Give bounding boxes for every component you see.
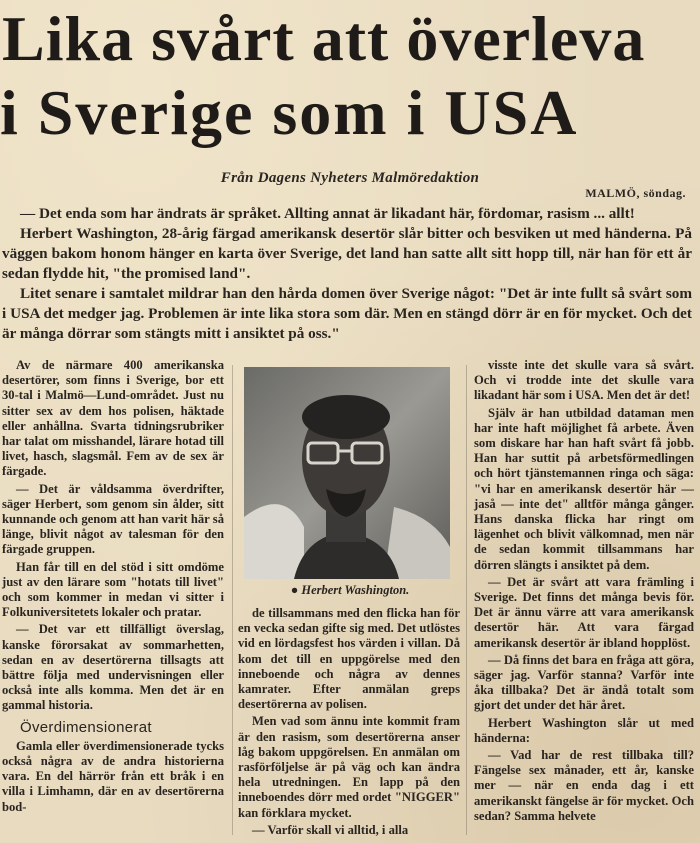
lead-paragraph: — Det enda som har ändrats är språket. Allting annat är likadant här, fördomar, rasism ... allt!	[20, 205, 635, 222]
column-2	[238, 606, 460, 840]
portrait-photo	[244, 367, 450, 579]
body-paragraph: Själv är han utbildad dataman men har inte haft möjlighet få arbete. Även som diskare har han haft svårt få jobb. Han har suttit på arbetsförmedlingen och hört tjänstemannen ringa och säga: "vi har en amerikansk desertör här — jaså — inte det" alltför många gånger. Hans danska flicka har ringt om lägenhet och blivit välkomnad, men när de sedan kommit tillsammans har dörren slängts i ansiktet på dem.	[474, 405, 694, 572]
body-paragraph: Herbert Washington slår ut med händerna:	[474, 715, 694, 745]
lead-paragraph: Litet senare i samtalet mildrar han den hårda domen över Sverige något: "Det är inte fullt så svårt som i USA det medger jag. Problemen är inte lika stora som där. Men en stängd dörr är en för mycket. Och det är många dörrar som stängts mitt i ansiktet på oss."	[2, 285, 692, 342]
body-paragraph: visste inte det skulle vara så svårt. Och vi trodde inte det skulle vara likadant här som i USA. Men det är det!	[474, 358, 694, 403]
body-paragraph: — Då finns det bara en fråga att göra, säger jag. Varför stanna? Varför inte åka tillbaka? Det är ändå totalt som gjort det under det här året.	[474, 652, 694, 713]
column-1	[2, 358, 224, 817]
column-rule	[466, 365, 467, 835]
body-paragraph: Men vad som ännu inte kommit fram är den rasism, som desertörerna anser låg bakom uppgörelsen. En anmälan om rasförföljelse är på väg och kan ändra hela utredningen. En lapp på den inneboendes dörr med ordet "NIGGER" kan förklara mycket.	[238, 714, 460, 820]
body-paragraph: — Det är svårt att vara främling i Sverige. Det finns det många bevis för. Det är ännu värre att vara amerikansk desertör här. Att vara färgad amerikansk desertör är ibland hopplöst.	[474, 574, 694, 650]
headline-line-1: Lika svårt att överleva	[2, 3, 646, 74]
body-paragraph: — Varför skall vi alltid, i alla	[252, 822, 409, 837]
dateline: MALMÖ, söndag.	[585, 186, 686, 200]
column-rule	[232, 365, 233, 835]
column-3	[474, 358, 694, 826]
photo-caption: ● Herbert Washington.	[290, 583, 410, 597]
byline: Från Dagens Nyheters Malmöredaktion	[220, 170, 480, 186]
body-paragraph: de tillsammans med den flicka han för en vecka sedan gifte sig med. Det utlöstes vid en lördagsfest hos värden i villan. Då kom det till en uppgörelse med den inneboende och några av dennes kamrater. Efter anmälan greps desertörerna av polisen.	[238, 606, 460, 712]
body-paragraph: Han får till en del stöd i sitt omdöme just av den lärare som "hotats till livet" och som kommer in medan vi sitter i Folkuniversitetets lokaler och pratar.	[2, 559, 224, 620]
lead-section	[2, 204, 692, 344]
body-paragraph: — Det är våldsamma överdrifter, säger Herbert, som genom sin ålder, sitt kunnande och genom att han varit här så länge, blivit något av talesman för den färgade gruppen.	[2, 481, 224, 557]
body-paragraph: Gamla eller överdimensionerade tycks också några av de andra historierna vara. En del härrör från ett bråk i en villa i Limhamn, där en av desertörerna bod-	[2, 738, 224, 814]
lead-paragraph: Herbert Washington, 28-årig färgad amerikansk desertör slår bitter och besviken ut med händerna. På väggen bakom honom hänger en karta över Sverige, det land han satte allt sitt hopp till, när han för ett år sedan flydde hit, "the promised land".	[2, 225, 692, 282]
body-paragraph: — Vad har de rest tillbaka till? Fängelse sex månader, ett år, kanske mer — när en enda dag i ett amerikanskt fängelse är för mycket. Och sedan? Samma helvete	[474, 748, 694, 823]
portrait-image	[244, 367, 450, 579]
body-paragraph: — Det var ett tillfälligt överslag, kanske förorsakat av sommarhetten, sedan en av desertörerna tillsagts att bättre följa med undervisningen eller också inte alls komma. Men det är en gammal historia.	[2, 622, 224, 713]
subheading: Överdimensionerat	[20, 718, 152, 736]
body-paragraph: Av de närmare 400 amerikanska desertörer, som finns i Sverige, bor ett 30-tal i Malmö—Lund-området. Just nu sitter sex av dem hos polisen, häktade eller anhållna. Svarta tidningsrubriker har talat om misshandel, lärare hotad till livet, hasch, slagsmål. Fem av de sex är färgade.	[2, 358, 224, 479]
headline-line-2: i Sverige som i USA	[0, 77, 579, 148]
